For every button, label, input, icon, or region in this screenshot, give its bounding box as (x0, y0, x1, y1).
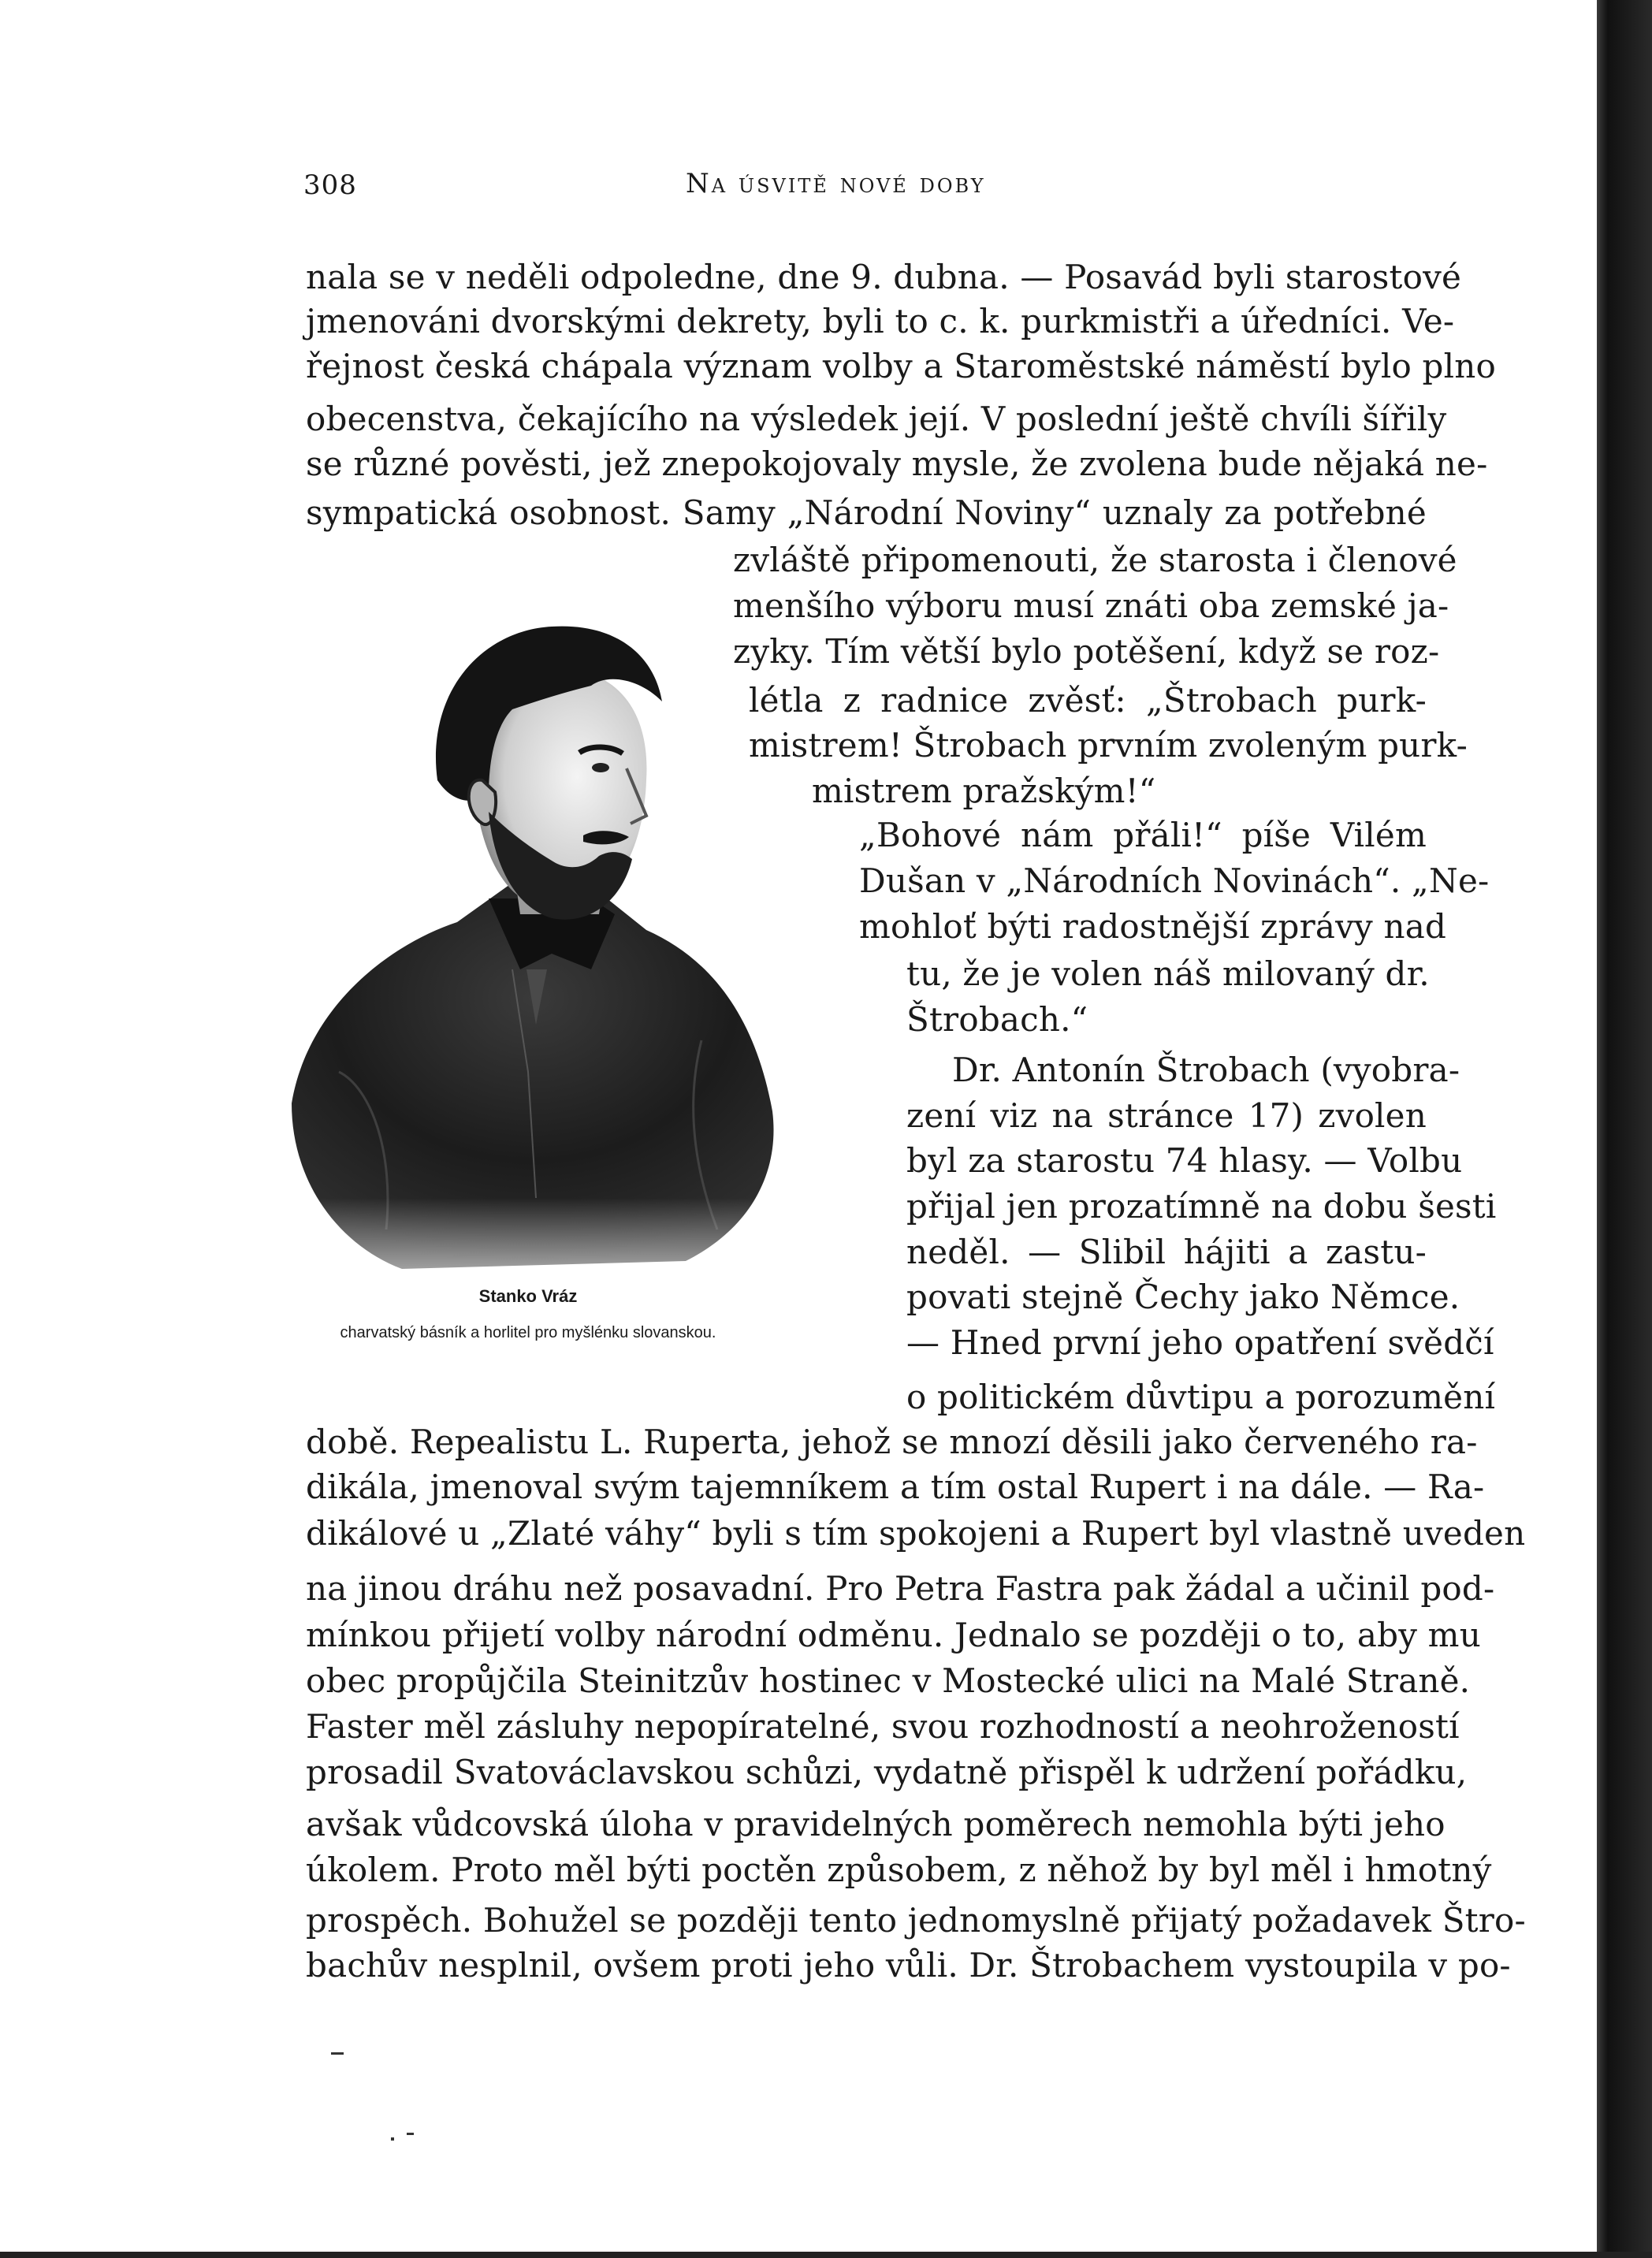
text-line: sympatická osobnost. Samy „Národní Noviny“ uznaly za potřebné (306, 493, 1427, 532)
text-line: úkolem. Proto měl býti poctěn způsobem, z něhož by byl měl i hmotný (306, 1851, 1492, 1889)
text-line: se různé pověsti, jež znepokojovaly mysle, že zvolena bude nějaká ne- (306, 445, 1488, 483)
figure-caption-title: Stanko Vráz (478, 1286, 578, 1306)
scan-border (0, 2252, 1652, 2258)
text-line: o politickém důvtipu a porozumění (906, 1378, 1496, 1416)
text-line: avšak vůdcovská úloha v pravidelných poměrech nemohla býti jeho (306, 1805, 1446, 1843)
text-line: mínkou přijetí volby národní odměnu. Jednalo se později o to, aby mu (306, 1616, 1481, 1654)
page-number: 308 (303, 169, 357, 201)
text-line: mistrem pražským!“ (812, 772, 1156, 810)
text-line: zení viz na stránce 17) zvolen (906, 1096, 1427, 1135)
text-line: mohloť býti radostnější zprávy nad (859, 907, 1447, 946)
text-line: obec propůjčila Steinitzův hostinec v Mostecké ulici na Malé Straně. (306, 1661, 1471, 1700)
text-line: — Hned první jeho opatření svědčí (906, 1323, 1494, 1362)
text-line: době. Repealistu L. Ruperta, jehož se mnozí děsili jako červeného ra- (306, 1423, 1478, 1461)
portrait-illustration (276, 599, 812, 1308)
text-line: jmenováni dvorskými dekrety, byli to c. k. purkmistři a úředníci. Ve- (306, 302, 1455, 340)
running-head: Na úsvitě nové doby (686, 168, 986, 199)
text-line: nala se v neděli odpoledne, dne 9. dubna. — Posavád byli starostové (306, 258, 1462, 296)
text-line: Dr. Antonín Štrobach (vyobra- (952, 1051, 1460, 1089)
text-line: dikálové u „Zlaté váhy“ byli s tím spokojeni a Rupert byl vlastně uveden (306, 1514, 1526, 1553)
text-line: tu, že je volen náš milovaný dr. (906, 954, 1430, 993)
text-line: „Bohové nám přáli!“ píše Vilém (859, 816, 1427, 854)
text-line: mistrem! Štrobach prvním zvoleným purk- (749, 726, 1468, 764)
text-line: Štrobach.“ (906, 1000, 1088, 1039)
text-line: Dušan v „Národních Novinách“. „Ne- (859, 861, 1490, 900)
text-line: obecenstva, čekajícího na výsledek její. V poslední ještě chvíli šířily (306, 400, 1447, 438)
text-line: prosadil Svatováclavskou schůzi, vydatně přispěl k udržení pořádku, (306, 1753, 1468, 1791)
text-line: neděl. — Slibil hájiti a zastu- (906, 1233, 1427, 1271)
text-line: zyky. Tím větší bylo potěšení, když se roz- (733, 632, 1440, 671)
text-line: Faster měl zásluhy nepopíratelné, svou rozhodností a neohrožeností (306, 1707, 1460, 1746)
scan-speck (391, 2137, 394, 2141)
text-line: létla z radnice zvěsť: „Štrobach purk- (749, 681, 1427, 720)
scan-speck (331, 2052, 344, 2055)
figure-caption-text: charvatský básník a horlitel pro myšlénku slovanskou. (340, 1324, 716, 1341)
scan-speck (407, 2133, 414, 2135)
text-line: bachův nesplnil, ovšem proti jeho vůli. Dr. Štrobachem vystoupila v po- (306, 1946, 1511, 1985)
text-line: řejnost česká chápala význam volby a Staroměstské náměstí bylo plno (306, 347, 1496, 385)
text-line: zvláště připomenouti, že starosta i členové (733, 541, 1457, 579)
scan-border (1597, 0, 1652, 2258)
text-line: na jinou dráhu než posavadní. Pro Petra Fastra pak žádal a učinil pod- (306, 1569, 1495, 1608)
text-line: byl za starostu 74 hlasy. — Volbu (906, 1141, 1463, 1180)
text-line: povati stejně Čechy jako Němce. (906, 1278, 1460, 1316)
text-line: prospěch. Bohužel se později tento jednomyslně přijatý požadavek Štro- (306, 1901, 1526, 1940)
text-line: menšího výboru musí znáti oba zemské ja- (733, 586, 1449, 625)
text-line: přijal jen prozatímně na dobu šesti (906, 1187, 1497, 1226)
text-line: dikála, jmenoval svým tajemníkem a tím ostal Rupert i na dále. — Ra- (306, 1468, 1485, 1506)
